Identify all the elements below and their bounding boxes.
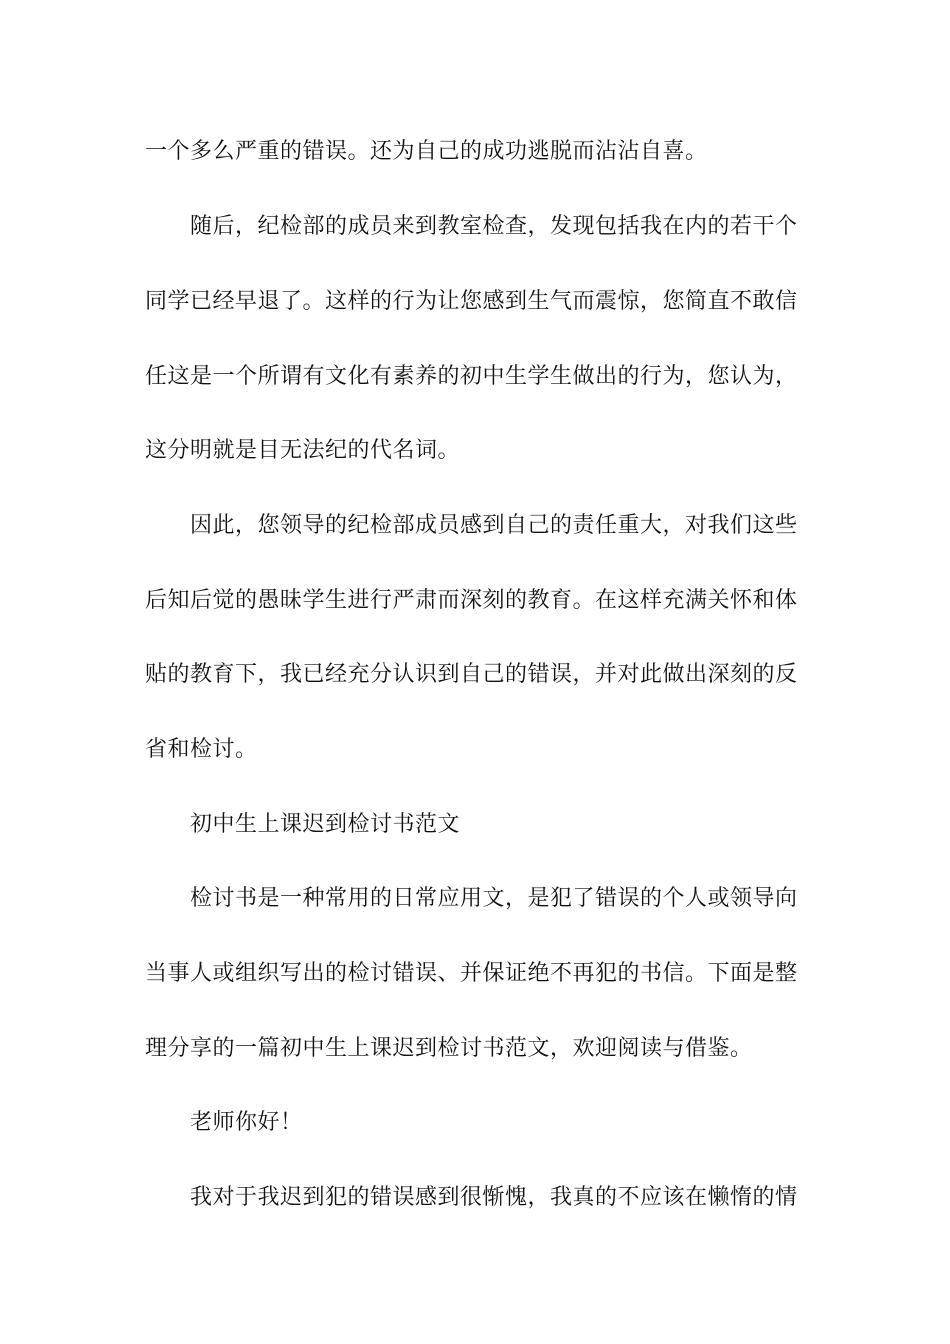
paragraph-start-line: 我对于我迟到犯的错误感到很惭愧，我真的不应该在懒惰的情: [190, 1185, 798, 1210]
text-line: 这分明就是目无法纪的代名词。: [145, 438, 461, 463]
paragraph-start-line: 因此，您领导的纪检部成员感到自己的责任重大，对我们这些: [190, 513, 798, 538]
text-line: 一个多么严重的错误。还为自己的成功逃脱而沾沾自喜。: [145, 139, 708, 164]
salutation-line: 老师你好！: [190, 1110, 303, 1135]
text-line: 贴的教育下，我已经充分认识到自己的错误，并对此做出深刻的反: [145, 662, 798, 687]
text-line: 省和检讨。: [145, 737, 258, 762]
text-line: 理分享的一篇初中生上课迟到检讨书范文，欢迎阅读与借鉴。: [145, 1036, 753, 1061]
text-line: 任这是一个所谓有文化有素养的初中生学生做出的行为，您认为，: [145, 364, 798, 389]
text-line: 当事人或组织写出的检讨错误、并保证绝不再犯的书信。下面是整: [145, 961, 798, 986]
section-title: 初中生上课迟到检讨书范文: [190, 812, 461, 837]
text-line: 后知后觉的愚昧学生进行严肃而深刻的教育。在这样充满关怀和体: [145, 588, 798, 613]
paragraph-start-line: 随后，纪检部的成员来到教室检查，发现包括我在内的若干个: [190, 214, 798, 239]
text-line: 同学已经早退了。这样的行为让您感到生气而震惊，您简直不敢信: [145, 289, 798, 314]
paragraph-start-line: 检讨书是一种常用的日常应用文，是犯了错误的个人或领导向: [190, 886, 798, 911]
